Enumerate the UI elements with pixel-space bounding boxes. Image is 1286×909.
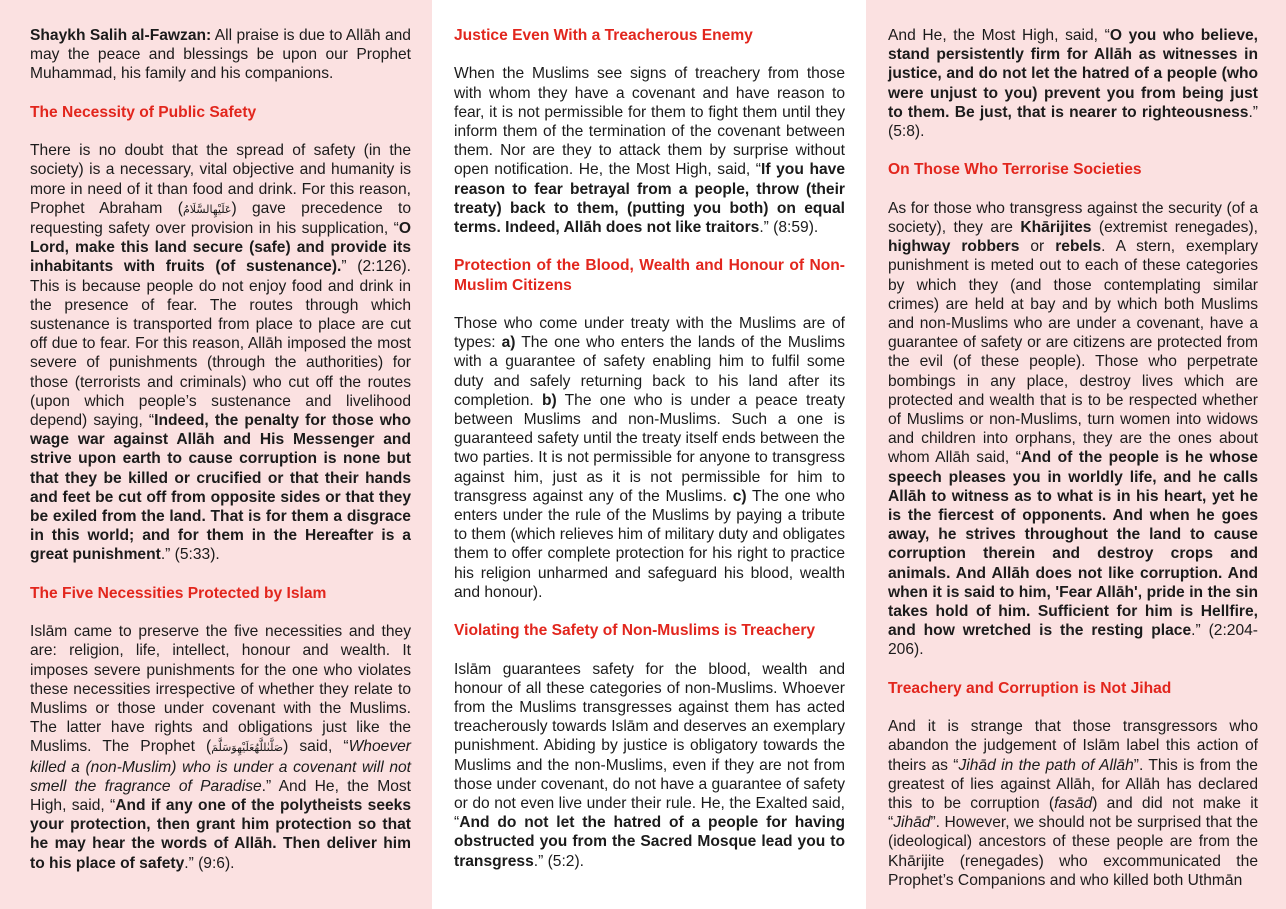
paragraph-treachery: Islām guarantees safety for the blood, wealth and honour of all these categories of non-Muslims. Whoever from the Muslims transgresses against them has acted treacherously towards Islām and deserves an exemplary punishment. Abiding by justice is obligatory towards the Muslims and the non-Muslims, even if they are not from those under covenant, do not have a guarantee of safety or do not even live under their rule. He, the Exalted said, “And do not let the hatred of a people for having obstructed you from the Sacred Mosque lead you to transgress.” (5:2). <box>454 660 845 870</box>
paragraph-five-necessities: Islām came to preserve the five necessities and they are: religion, life, intellect, honour and wealth. It imposes severe punishments for the one who violates these necessities irrespective of whether they relate to Muslims or those under covenant with the Muslims. The latter have rights and obligations just like the Muslims. The Prophet (صَلَّىٰللَّهُعَلَيْهِوَسَلَّمَ) said, “Whoever killed a (non-Muslim) who is under a covenant will not smell the fragrance of Paradise.” And He, the Most High, said, “And if any one of the polytheists seeks your protection, then grant him protection so that he may hear the words of Allāh. Then deliver him to his place of safety.” (9:6). <box>30 623 412 872</box>
quote: And of the people is he whose speech pleases you in worldly life, and he calls Allāh to witness as to what is in his heart, yet he is the fiercest of opponents. And when he goes away, he strives throughout the land to cause corruption therein and destroy crops and animals. And Allāh does not like corruption. And when it is said to him, 'Fear Allāh', pride in the sin takes hold of him. Sufficient for him is Hellfire, and how wretched is the resting place <box>888 449 1258 640</box>
paragraph-terrorise: As for those who transgress against the security (of a society), they are Khārijites (extremist renegades), highway robbers or rebels. A stern, exemplary punishment is meted out to each of these categories by which they (and those contemplating similar crimes) are held at bay and by which both Muslims and non-Muslims who are under a covenant, have a guarantee of safety or are citizens are protected from the evil (of these people). Those who perpetrate bombings in any place, destroy lives which are protected and wealth that is to be respected whether of Muslims or non-Muslims, turn women into widows and children into orphans, they are the ones about whom Allāh said, “And of the people is he whose speech pleases you in worldly life, and he calls Allāh to witness as to what is in his heart, yet he is the fiercest of opponents. And when he goes away, he strives throughout the land to cause corruption therein and destroy crops and animals. And Allāh does not like corruption. And when it is said to him, 'Fear Allāh', pride in the sin takes hold of him. Sufficient for him is Hellfire, and how wretched is the resting place.” (2:204-206). <box>888 199 1258 659</box>
heading-terrorise: On Those Who Terrorise Societies <box>888 161 1142 179</box>
quote: If you have reason to fear betrayal from a people, throw (their treaty) back to them, (putting you both) on equal terms. Indeed, Allāh does not like traitors <box>454 161 845 237</box>
heading-treachery: Violating the Safety of Non-Muslims is Treachery <box>454 622 816 640</box>
quote: And do not let the hatred of a people for having obstructed you from the Sacred Mosque lead you to transgress <box>454 814 845 870</box>
heading-public-safety: The Necessity of Public Safety <box>30 103 257 121</box>
list-label: a) <box>501 334 516 352</box>
quote: And if any one of the polytheists seeks your protection, then grant him protection so that he may hear the words of Allāh. Then deliver him to his place of safety <box>30 797 412 872</box>
paragraph-not-jihad: And it is strange that those transgressors who abandon the judgement of Islām label this action of theirs as “Jihād in the path of Allāh”. This is from the greatest of lies against Allāh, for Allāh has declared this to be corruption (fasād) and did not make it “Jihād”. However, we should not be surprised that the (ideological) ancestors of these people are from the Khārijite (renegades) who excommunicated the Prophet’s Companions and who killed both Uthmān <box>888 718 1259 889</box>
list-label: b) <box>541 391 557 409</box>
heading-protection: Protection of the Blood, Wealth and Honour of Non-Muslim Citizens <box>454 257 845 294</box>
heading-five-necessities: The Five Necessities Protected by Islam <box>30 584 327 602</box>
arabic-honorific: صَلَّىٰللَّهُعَلَيْهِوَسَلَّمَ <box>211 741 284 755</box>
middle-column <box>432 0 866 909</box>
speaker-name: Shaykh Salih al-Fawzan: <box>30 27 212 44</box>
arabic-honorific: عَلَيْهِالسَّلَامُ <box>182 202 232 216</box>
paragraph-justice: When the Muslims see signs of treachery from those with whom they have a covenant and have reason to fear, it is not permissible for them to fight them until they inform them of the termination of the covenant between them. Nor are they to attack them by surprise without open notification. He, the Most High, said, “If you have reason to fear betrayal from a people, throw (their treaty) back to them, (putting you both) on equal terms. Indeed, Allāh does not like traitors.” (8:59). <box>454 65 845 237</box>
quote: Indeed, the penalty for those who wage war against Allāh and His Messenger and strive upon earth to cause corruption is none but that they be killed or crucified or that their hands and feet be cut off from opposite sides or that they be exiled from the land. That is for them a disgrace in this world; and for them in the Hereafter is a great punishment <box>30 412 411 564</box>
list-label: c) <box>732 487 747 505</box>
paragraph-witnesses: And He, the Most High, said, “O you who believe, stand persistently firm for Allāh as witnesses in justice, and do not let the hatred of a people (who were unjust to you) prevent you from being just to them. Be just, that is nearer to righteousness.” (5:8). <box>888 27 1258 141</box>
left-column <box>0 0 432 909</box>
hadith-quote: Whoever killed a (non-Muslim) who is under a covenant will not smell the fragrance of Paradise <box>30 738 411 795</box>
heading-justice: Justice Even With a Treacherous Enemy <box>454 27 753 44</box>
right-column <box>866 0 1286 909</box>
heading-not-jihad: Treachery and Corruption is Not Jihad <box>888 679 1172 697</box>
intro-paragraph: Shaykh Salih al-Fawzan: All praise is due to Allāh and may the peace and blessings be upon our Prophet Muhammad, his family and his companions. <box>30 27 411 83</box>
quote: O you who believe, stand persistently firm for Allāh as witnesses in justice, and do not let the hatred of a people (who were unjust to you) prevent you from being just to them. Be just, that is nearer to righteousness <box>888 27 1258 121</box>
quote: O Lord, make this land secure (safe) and provide its inhabitants with fruits (of sustenance). <box>30 220 411 276</box>
paragraph-protection: Those who come under treaty with the Muslims are of types: a) The one who enters the lands of the Muslims with a guarantee of safety enabling him to fulfil some duty and safely returning back to his land after its completion. b) The one who is under a peace treaty between Muslims and non-Muslims. Such a one is guaranteed safety until the treaty itself ends between the two parties. It is not permissible for anyone to transgress against him, just as it is not permissible for him to transgress against any of the Muslims. c) The one who enters under the rule of the Muslims by paying a tribute to them (which relieves him of military duty and obligates them to offer complete protection for his right to practice his religion unharmed and safeguard his blood, wealth and honour). <box>454 315 846 601</box>
paragraph-public-safety: There is no doubt that the spread of safety (in the society) is a necessary, vital objective and humanity is more in need of it than food and drink. For this reason, Prophet Abraham (عَلَيْهِالسَّلَامُ) gave precedence to requesting safety over provision in his supplication, “O Lord, make this land secure (safe) and provide its inhabitants with fruits (of sustenance).” (2:126). This is because people do not enjoy food and drink in the presence of fear. The routes through which sustenance is transported from place to place are cut off due to fear. For this reason, Allāh imposed the most severe of punishments (through the authorities) for those (terrorists and criminals) who cut off the routes (upon which people’s sustenance and livelihood depend) saying, “Indeed, the penalty for those who wage war against Allāh and His Messenger and strive upon earth to cause corruption is none but that they be killed or crucified or that their hands and feet be cut off from opposite sides or that they be exiled from the land. That is for them a disgrace in this world; and for them in the Hereafter is a great punishment.” (5:33). <box>30 142 411 564</box>
